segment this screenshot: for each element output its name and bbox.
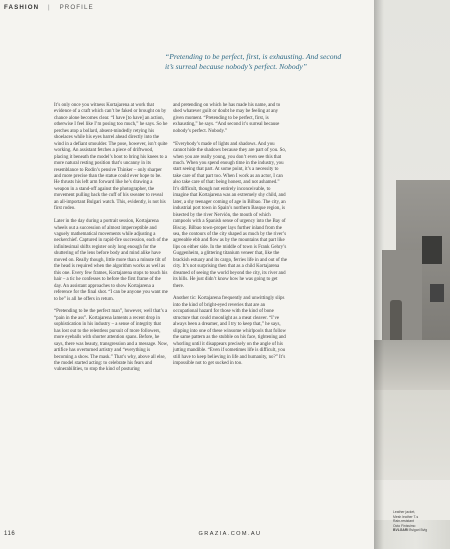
section-header (4, 4, 94, 16)
editorial-photo (374, 0, 450, 549)
credit-line: Octo Finissimo (393, 523, 416, 528)
article-paragraph: It’s only once you witness Kortajarena at work that evidence of a craft which can’t be faked or brought on by chance alone becomes clear. “I have [to have] an action, otherwise I feel like I’m posing too much,” he says. So he perches atop a bollard, absent-mindedly retying his shoelaces while his eyes barrel ahead directly into the wind in a defiant smoulder. The pose, however, isn’t quite working. An assistant fetches a piece of driftwood, placing it beneath the model’s boot to bring his knees to a more natural resting position that’s uncanny in its resemblance to Rodin’s pensive Thinker – only sharper and more precise than the statue could ever hope to be. He thrusts his left arm forward like he’s drawing a weapon in a stand-off against the photographer, the movement pulling back the cuff of his sweater to reveal an all-important Bulgari watch. This, evidently, is not his first rodeo. (54, 103, 168, 212)
footer-website: GRAZIA.COM.AU (198, 531, 262, 537)
subsection-label: PROFILE (59, 4, 94, 11)
article-paragraph: Another tic: Kortajarena frequently and unwittingly slips into the kind of bright-eyed reveries that are an occupational hazard for those with the kind of bone structure that could moonlight as a meat cleaver. “I’ve always been a dreamer, and I try to keep that,” he says, slipping into one of these winsome whirlpools that follow the same pattern as the stubble on his face, tightening and whorling until it disappears precisely on the angle of his jutting mandible. “Even if sometimes life is difficult, you still have to keep believing in life and humanity, no?” It’s impossible not to get sucked in too. (173, 296, 287, 366)
article-paragraph: Later in the day during a portrait session, Kortajarena wheels out a succession of almost imperceptible and vaguely mathematical movements while adjusting a neckerchief. Captured in rapid-fire succession, each of the infinitesimal shifts register only long enough for the shuttering of the lens before body and mind alike have moved on. Really though, little more than a minute tilt of the head is required when the algorithm works as well as this one. Every few frames, Kortajarena stops to touch his hair – a tic he confesses to before the first frame of the day. An assistant approaches to show Kortajarena a reference for the final shot. “I can be anyone you want me to be” is all he offers in return. (54, 219, 168, 302)
article-paragraph: and pretending on which he has made his name, and to shed whatever guilt or doubt he may be feeling at any given moment. “Pretending to be perfect, first, is exhausting,” he says. “And second it’s surreal because nobody’s perfect. Nobody.” (173, 103, 281, 134)
article-paragraph: “Pretending to be the perfect man”, however, well that’s a “pain in the ass”. Kortajarena laments a recent drop in sophistication in his industry – a sense of integrity that has lost out to the relentless pursuit of more followers, more eyeballs with shorter attention spans. Before, he says, there was beauty, transgression and a message. Now, artifice has overturned artistry and “everything is becoming a show. The mask.” That’s why, above all else, the model started acting: to celebrate his fears and vulnerabilities, to stop the kind of posturing (54, 309, 168, 373)
article-column-right (173, 103, 287, 374)
photo-credit (393, 510, 449, 533)
page-number: 116 (4, 531, 16, 537)
credit-brand: BVLGARI (393, 528, 409, 533)
credit-line: Leather jacket, (393, 510, 416, 514)
article-paragraph: “Everybody’s made of lights and shadows. And you cannot hide the shadows because they are part of you. So, when you are really young, you don’t even see this that much. When you spend enough time in the industry, you start seeing that part. At some point, it’s a necessity to take care of that part too. When I work as an actor, I can also take care of that: being honest, and not ashamed.” It’s difficult, though not entirely inconceivable, to imagine that Kortajarena was an extremely shy child, and later, a shy teenager coming of age in Bilbao. The city, an industrial port town in Spain’s northern Basque region, is bisected by the river Nervión, the mouth of which rampools with a Spanish sense of urgency into the Bay of Biscay. Bilbao town-proper lays further inland from the sea, the contours of the city shaped as much by the river’s agreeable ebb and flow as by the mountains that part like lips on either side. In the middle of town is Frank Gehry’s Guggenheim, a glittering titanium veneer that, like the brackish estuary and its cargo, ferries life in and out of the city. It’s not surprising then that as a child Kortajarena dreamed of seeing the world beyond the city, its river and its hills. He just didn’t know how he was going to get there. (173, 141, 287, 289)
header-separator: | (48, 4, 51, 11)
credit-line: Mesh leather T-s (393, 514, 419, 519)
model-figure (390, 300, 402, 340)
credit-brand-rest: Bvlgari Bvlg (409, 528, 428, 533)
section-label: FASHION (4, 4, 40, 11)
credit-line (393, 528, 449, 533)
article-column-left (54, 103, 168, 380)
pull-quote: “Pretending to be perfect, first, is exhausting. And second it’s surreal because nobody’s perfect. Nobody” (165, 52, 342, 72)
credit-line: Rain-resistant (393, 519, 414, 524)
